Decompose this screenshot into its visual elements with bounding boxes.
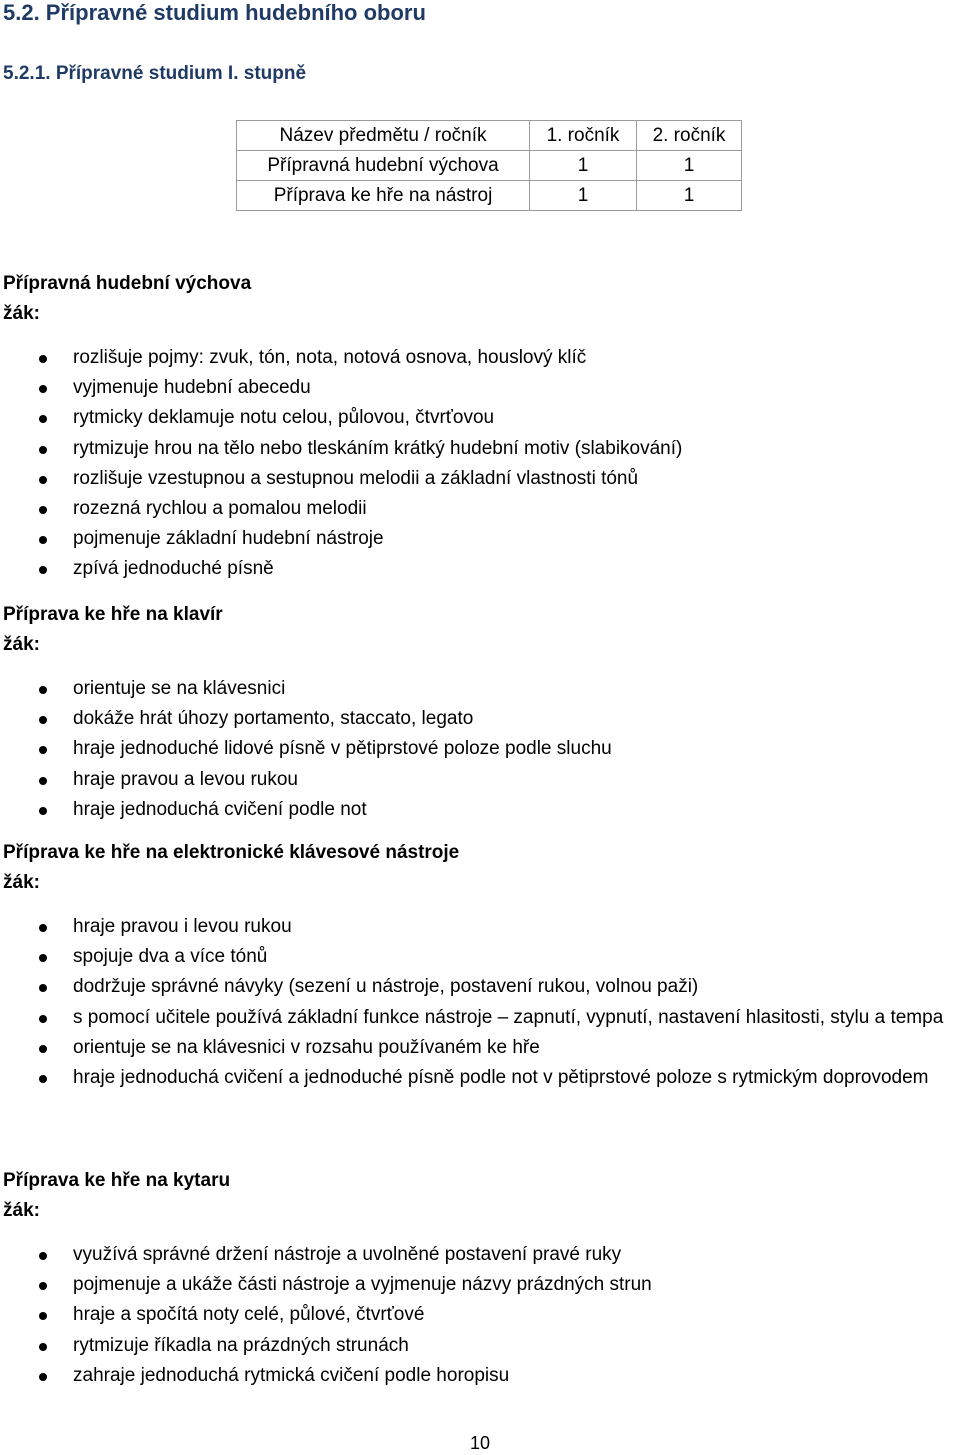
bullet-icon xyxy=(39,746,47,754)
section-subtitle: žák: xyxy=(3,303,40,324)
list-item: hraje a spočítá noty celé, půlové, čtvrťové xyxy=(3,1300,958,1330)
list-item: hraje jednoduché lidové písně v pětiprstové poloze podle sluchu xyxy=(3,734,958,764)
section-elektronicke-klavesy xyxy=(3,838,958,1093)
bullet-icon xyxy=(39,566,47,574)
item-list xyxy=(3,912,958,1093)
section-title: Příprava ke hře na klavír xyxy=(3,604,223,625)
list-item: rytmizuje říkadla na prázdných strunách xyxy=(3,1331,958,1361)
bullet-icon xyxy=(39,954,47,962)
list-item: hraje pravou a levou rukou xyxy=(3,765,958,795)
list-item: pojmenuje a ukáže části nástroje a vyjmenuje názvy prázdných strun xyxy=(3,1270,958,1300)
list-item: vyjmenuje hudební abecedu xyxy=(3,373,958,403)
bullet-icon xyxy=(39,1343,47,1351)
bullet-icon xyxy=(39,1252,47,1260)
section-hudebni-vychova xyxy=(3,269,958,585)
section-title: Přípravná hudební výchova xyxy=(3,273,252,294)
table-cell: 1. ročník xyxy=(530,121,637,151)
item-list xyxy=(3,343,958,585)
section-subtitle: žák: xyxy=(3,1200,40,1221)
bullet-icon xyxy=(39,716,47,724)
item-list xyxy=(3,1240,958,1391)
page-number: 10 xyxy=(469,1433,491,1453)
table-cell: 1 xyxy=(530,181,637,211)
list-item: hraje jednoduchá cvičení a jednoduché písně podle not v pětiprstové poloze s rytmickým doprovodem xyxy=(3,1063,958,1093)
bullet-icon xyxy=(39,1075,47,1083)
list-item: rozlišuje pojmy: zvuk, tón, nota, notová osnova, houslový klíč xyxy=(3,343,958,373)
bullet-icon xyxy=(39,984,47,992)
table-cell: 2. ročník xyxy=(637,121,742,151)
bullet-icon xyxy=(39,446,47,454)
bullet-icon xyxy=(39,415,47,423)
list-item: rytmicky deklamuje notu celou, půlovou, čtvrťovou xyxy=(3,403,958,433)
list-item: hraje pravou i levou rukou xyxy=(3,912,958,942)
table-row xyxy=(237,151,742,181)
subjects-table xyxy=(236,120,742,211)
item-list xyxy=(3,674,958,825)
bullet-icon xyxy=(39,355,47,363)
table-cell: 1 xyxy=(530,151,637,181)
table-cell: Název předmětu / ročník xyxy=(237,121,530,151)
section-klavir xyxy=(3,600,958,825)
section-title: Příprava ke hře na elektronické klávesové nástroje xyxy=(3,842,460,863)
section-subtitle: žák: xyxy=(3,872,40,893)
list-item: rozlišuje vzestupnou a sestupnou melodii a základní vlastnosti tónů xyxy=(3,464,958,494)
bullet-icon xyxy=(39,476,47,484)
bullet-icon xyxy=(39,1373,47,1381)
table-header-row xyxy=(237,121,742,151)
section-subtitle: žák: xyxy=(3,634,40,655)
bullet-icon xyxy=(39,807,47,815)
bullet-icon xyxy=(39,536,47,544)
section-title: Příprava ke hře na kytaru xyxy=(3,1170,231,1191)
list-item: využívá správné držení nástroje a uvolněné postavení pravé ruky xyxy=(3,1240,958,1270)
section-kytara xyxy=(3,1166,958,1391)
subsection-heading: 5.2.1. Přípravné studium I. stupně xyxy=(3,63,307,84)
bullet-icon xyxy=(39,686,47,694)
bullet-icon xyxy=(39,1312,47,1320)
bullet-icon xyxy=(39,1015,47,1023)
list-item: s pomocí učitele používá základní funkce nástroje – zapnutí, vypnutí, nastavení hlasitosti, stylu a tempa xyxy=(3,1003,958,1033)
bullet-icon xyxy=(39,777,47,785)
list-item: spojuje dva a více tónů xyxy=(3,942,958,972)
list-item: pojmenuje základní hudební nástroje xyxy=(3,524,958,554)
list-item: orientuje se na klávesnici xyxy=(3,674,958,704)
bullet-icon xyxy=(39,1045,47,1053)
table-cell: 1 xyxy=(637,181,742,211)
table-cell: Přípravná hudební výchova xyxy=(237,151,530,181)
list-item: rozezná rychlou a pomalou melodii xyxy=(3,494,958,524)
bullet-icon xyxy=(39,924,47,932)
bullet-icon xyxy=(39,385,47,393)
table-cell: Příprava ke hře na nástroj xyxy=(237,181,530,211)
list-item: rytmizuje hrou na tělo nebo tleskáním krátký hudební motiv (slabikování) xyxy=(3,434,958,464)
list-item: dokáže hrát úhozy portamento, staccato, legato xyxy=(3,704,958,734)
list-item: hraje jednoduchá cvičení podle not xyxy=(3,795,958,825)
bullet-icon xyxy=(39,506,47,514)
bullet-icon xyxy=(39,1282,47,1290)
list-item: zpívá jednoduché písně xyxy=(3,554,958,584)
section-heading: 5.2. Přípravné studium hudebního oboru xyxy=(3,0,426,25)
list-item: orientuje se na klávesnici v rozsahu používaném ke hře xyxy=(3,1033,958,1063)
list-item: dodržuje správné návyky (sezení u nástroje, postavení rukou, volnou paži) xyxy=(3,972,958,1002)
table-row xyxy=(237,181,742,211)
table-cell: 1 xyxy=(637,151,742,181)
list-item: zahraje jednoduchá rytmická cvičení podle horopisu xyxy=(3,1361,958,1391)
